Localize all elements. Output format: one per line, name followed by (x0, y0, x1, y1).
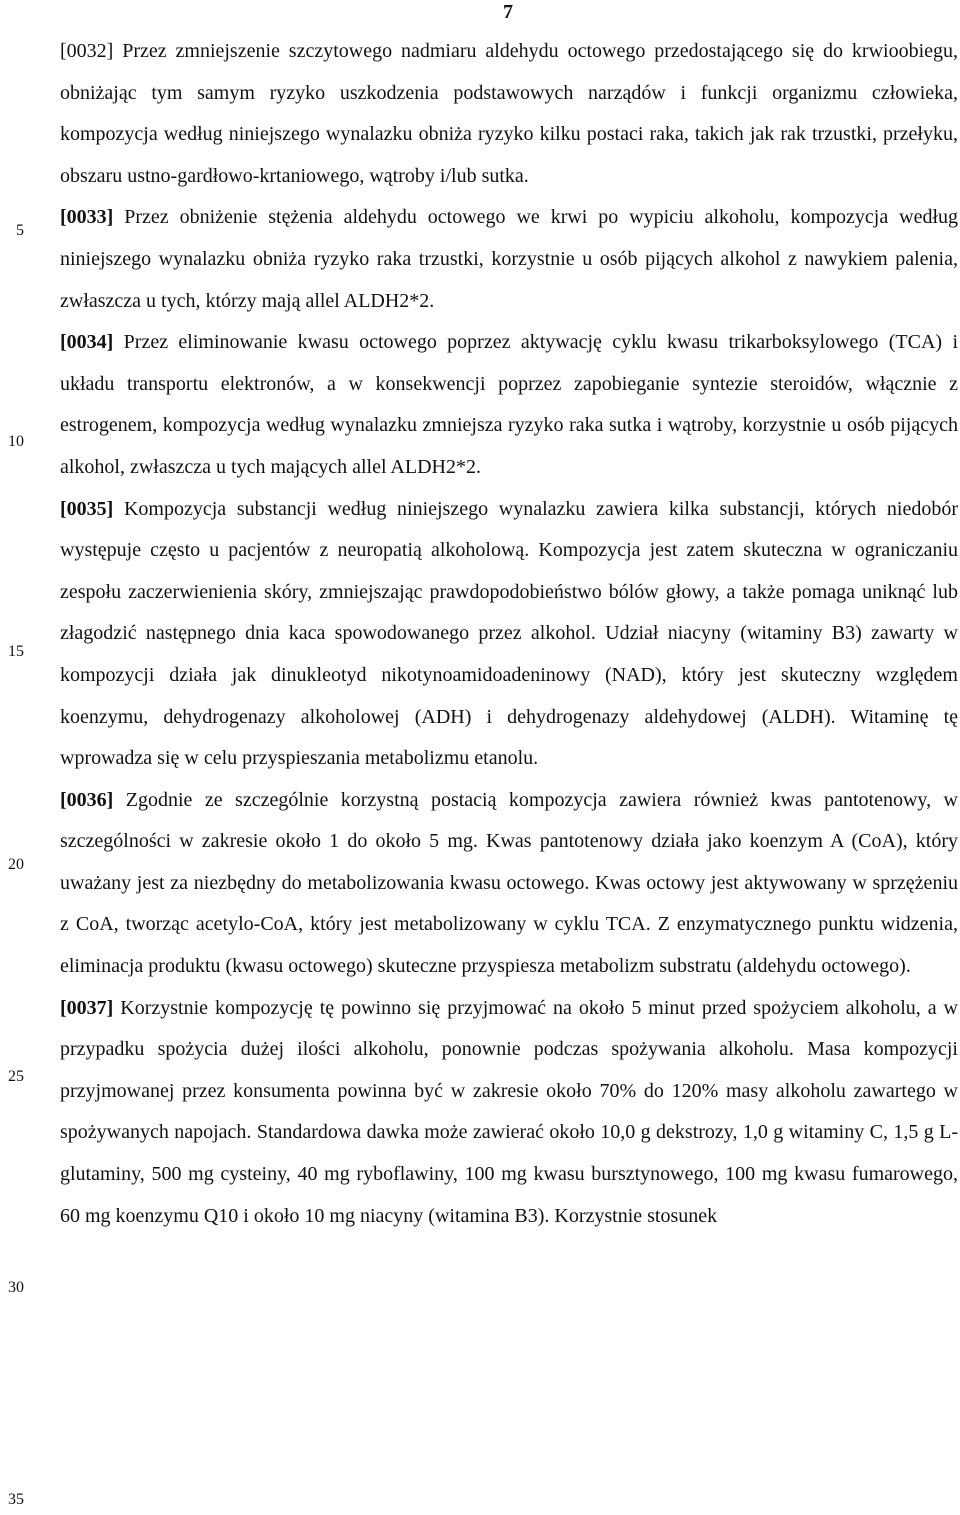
line-number: 10 (8, 433, 24, 450)
paragraph-text: Kompozycja substancji według niniejszego wynalazku zawiera kilka substancji, których niedobór występuje często u pacjentów z neuropatią alkoholową. Kompozycja jest zatem skuteczna w ograniczaniu zespołu zaczerwienienia skóry, zmniejszając prawdopodobieństwo bólów głowy, a także pomaga uniknąć lub złagodzić następnego dnia kaca spowodowanego przez alkohol. Udział niacyny (witaminy B3) zawarty w kompozycji działa jak dinukleotyd nikotynoamidoadeninowy (NAD), który jest skuteczny względem koenzymu, dehydrogenazy alkoholowej (ADH) i dehydrogenazy aldehydowej (ALDH). Witaminę tę wprowadza się w celu przyspieszania metabolizmu etanolu. (60, 497, 958, 770)
paragraph-text: Przez obniżenie stężenia aldehydu octowego we krwi po wypiciu alkoholu, kompozycja według niniejszego wynalazku obniża ryzyko raka trzustki, korzystnie u osób pijących alkohol z nawykiem palenia, zwłaszcza u tych, którzy mają allel ALDH2*2. (60, 206, 958, 312)
paragraph-id: [0037] (60, 996, 114, 1019)
paragraph-0032 (60, 31, 958, 197)
page-number: 7 (503, 1, 513, 23)
paragraph-id: [0035] (60, 497, 114, 520)
paragraph-0037 (60, 988, 958, 1238)
line-number: 35 (8, 1491, 24, 1508)
paragraph-id: [0034] (60, 331, 114, 354)
line-number: 20 (8, 856, 24, 873)
paragraph-id: [0033] (60, 206, 114, 229)
line-number-gutter (0, 0, 50, 1515)
paragraph-0036 (60, 780, 958, 988)
paragraph-text: Przez eliminowanie kwasu octowego poprzez aktywację cyklu kwasu trikarboksylowego (TCA) i układu transportu elektronów, a w konsekwencji poprzez zapobieganie syntezie steroidów, włącznie z estrogenem, kompozycja według wynalazku zmniejsza ryzyko raka sutka i wątroby, korzystnie u osób pijących alkohol, zwłaszcza u tych mających allel ALDH2*2. (60, 331, 958, 478)
line-number: 5 (16, 222, 24, 239)
line-number: 30 (8, 1279, 24, 1296)
paragraph-text: Korzystnie kompozycję tę powinno się przyjmować na około 5 minut przed spożyciem alkoholu, a w przypadku spożycia dużej ilości alkoholu, ponownie podczas spożywania alkoholu. Masa kompozycji przyjmowanej przez konsumenta powinna być w zakresie około 70% do 120% masy alkoholu zawartego w spożywanych napojach. Standardowa dawka może zawierać około 10,0 g dekstrozy, 1,0 g witaminy C, 1,5 g L-glutaminy, 500 mg cysteiny, 40 mg ryboflawiny, 100 mg kwasu bursztynowego, 100 mg kwasu fumarowego, 60 mg koenzymu Q10 i około 10 mg niacyny (witamina B3). Korzystnie stosunek (60, 996, 958, 1227)
paragraph-0035 (60, 489, 958, 780)
line-number: 25 (8, 1068, 24, 1085)
paragraph-text: [0032] Przez zmniejszenie szczytowego nadmiaru aldehydu octowego przedostającego się do krwioobiegu, obniżając tym samym ryzyko uszkodzenia podstawowych narządów i funkcji organizmu człowieka, kompozycja według niniejszego wynalazku obniża ryzyko kilku postaci raka, takich jak rak trzustki, przełyku, obszaru ustno-gardłowo-krtaniowego, wątroby i/lub sutka. (60, 40, 958, 187)
paragraph-text: Zgodnie ze szczególnie korzystną postacią kompozycja zawiera również kwas pantotenowy, w szczególności w zakresie około 1 do około 5 mg. Kwas pantotenowy działa jako koenzym A (CoA), który uważany jest za niezbędny do metabolizowania kwasu octowego. Kwas octowy jest aktywowany w sprzężeniu z CoA, tworząc acetylo-CoA, który jest metabolizowany w cyklu TCA. Z enzymatycznego punktu widzenia, eliminacja produktu (kwasu octowego) skuteczne przyspiesza metabolizm substratu (aldehydu octowego). (60, 788, 958, 978)
paragraph-0033 (60, 197, 958, 322)
paragraph-0034 (60, 322, 958, 488)
document-body (60, 31, 958, 1237)
paragraph-id: [0036] (60, 788, 114, 811)
line-number: 15 (8, 643, 24, 660)
